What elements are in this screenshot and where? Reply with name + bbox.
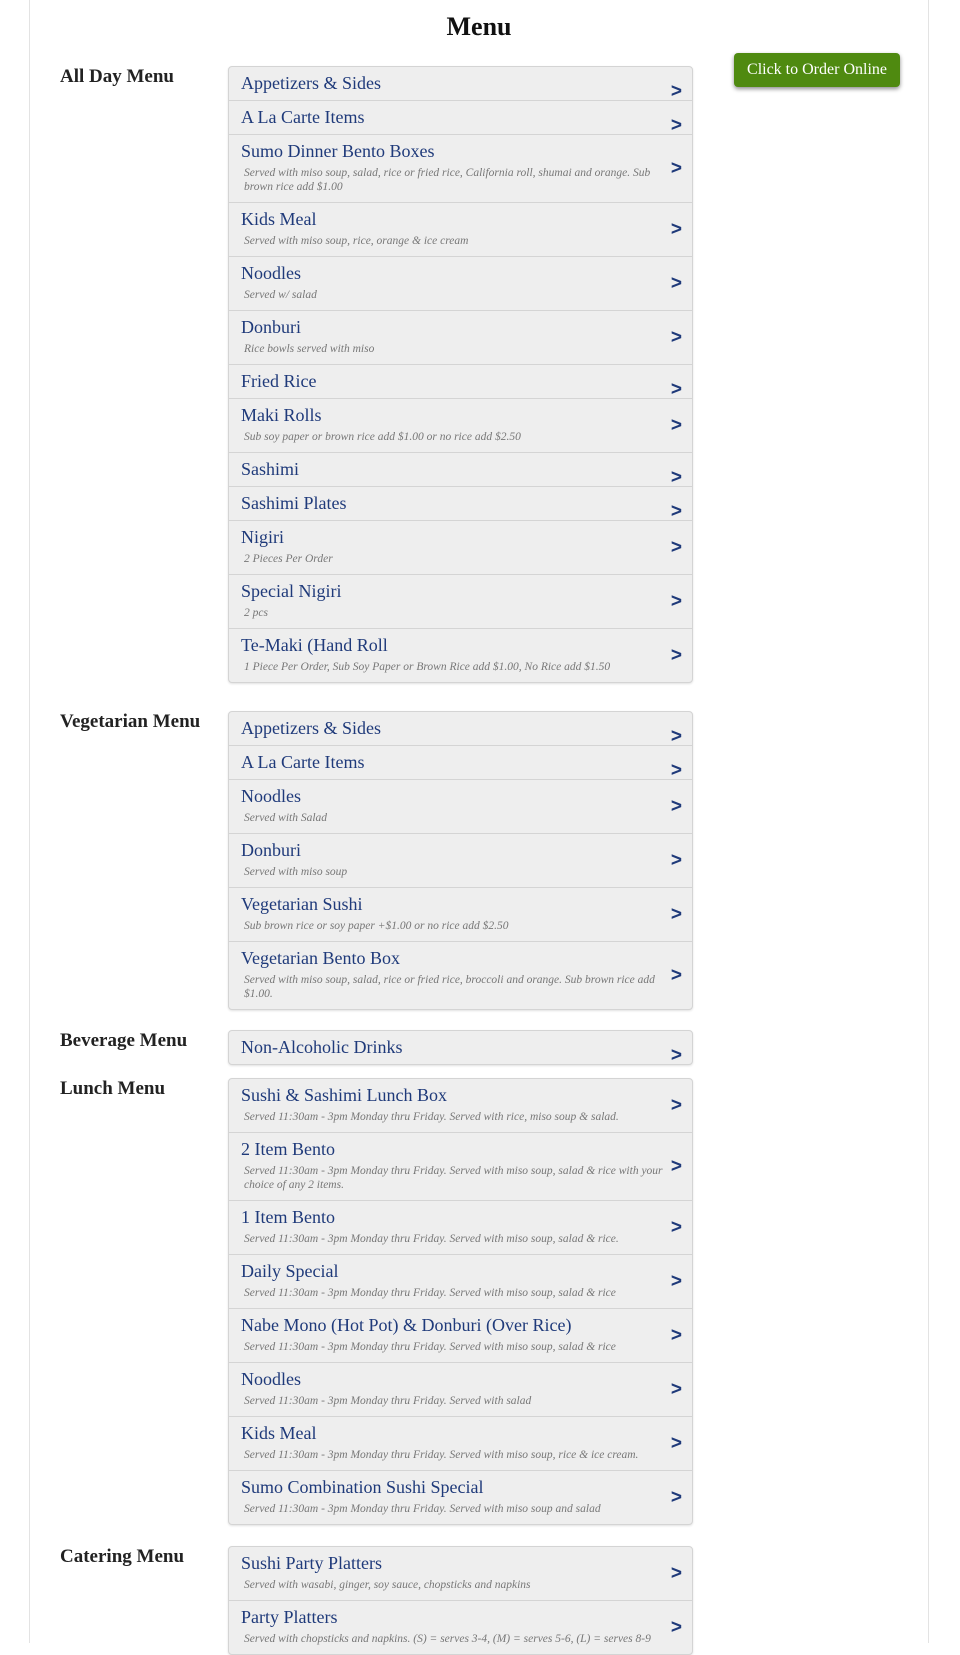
menu-item-description: Served 11:30am - 3pm Monday thru Friday. Served with rice, miso soup & salad. <box>244 1111 619 1123</box>
menu-item-nabe-mono-hot-pot-donburi-over-rice[interactable] <box>229 1309 692 1363</box>
chevron-right-icon: > <box>670 760 682 781</box>
section-label-lunch-menu: Lunch Menu <box>60 1078 166 1099</box>
menu-item-maki-rolls[interactable] <box>229 399 692 453</box>
section-label-vegetarian-menu: Vegetarian Menu <box>60 711 201 732</box>
chevron-right-icon: > <box>670 467 682 488</box>
chevron-right-icon: > <box>670 849 682 871</box>
chevron-right-icon: > <box>670 1324 682 1346</box>
menu-item-daily-special[interactable] <box>229 1255 692 1309</box>
menu-item-a-la-carte-items[interactable] <box>229 101 692 135</box>
menu-item-description: Sub brown rice or soy paper +$1.00 or no rice add $2.50 <box>244 920 509 932</box>
menu-list-all-day-menu <box>228 66 693 683</box>
menu-item-description: Served 11:30am - 3pm Monday thru Friday. Served with miso soup, salad & rice with your choice of any 2 items. <box>244 1165 663 1191</box>
chevron-right-icon: > <box>670 1155 682 1177</box>
chevron-right-icon: > <box>670 379 682 400</box>
menu-item-title: Noodles <box>241 1369 301 1389</box>
menu-item-kids-meal[interactable] <box>229 1417 692 1471</box>
menu-item-sushi-sashimi-lunch-box[interactable] <box>229 1079 692 1133</box>
chevron-right-icon: > <box>670 964 682 986</box>
menu-item-title: Sumo Combination Sushi Special <box>241 1477 484 1497</box>
menu-item-title: Vegetarian Sushi <box>241 894 363 914</box>
menu-item-title: Appetizers & Sides <box>241 73 381 93</box>
menu-item-description: 2 Pieces Per Order <box>244 553 333 565</box>
menu-item-party-platters[interactable] <box>229 1601 692 1654</box>
menu-item-title: 1 Item Bento <box>241 1207 335 1227</box>
menu-item-title: Donburi <box>241 317 301 337</box>
menu-item-title: Kids Meal <box>241 1423 317 1443</box>
menu-item-title: Daily Special <box>241 1261 339 1281</box>
menu-item-title: Noodles <box>241 263 301 283</box>
page-title: Menu <box>446 12 512 41</box>
chevron-right-icon: > <box>670 272 682 294</box>
menu-item-non-alcoholic-drinks[interactable] <box>229 1031 692 1064</box>
menu-item-description: Served 11:30am - 3pm Monday thru Friday. Served with miso soup, salad & rice <box>244 1287 616 1299</box>
menu-item-description: Served with miso soup <box>244 866 348 878</box>
menu-list-lunch-menu <box>228 1078 693 1525</box>
menu-item-description: 2 pcs <box>244 607 268 619</box>
menu-item-title: 2 Item Bento <box>241 1139 335 1159</box>
chevron-right-icon: > <box>670 414 682 436</box>
menu-item-sashimi-plates[interactable] <box>229 487 692 521</box>
menu-item-description: Served with wasabi, ginger, soy sauce, chopsticks and napkins <box>244 1579 531 1591</box>
menu-item-donburi[interactable] <box>229 311 692 365</box>
menu-item-description: Served with Salad <box>244 812 328 824</box>
menu-item-special-nigiri[interactable] <box>229 575 692 629</box>
menu-item-description: Served with miso soup, salad, rice or fried rice, broccoli and orange. Sub brown rice add $1.00. <box>244 974 655 1000</box>
menu-list-beverage-menu <box>228 1030 693 1065</box>
menu-item-title: Non-Alcoholic Drinks <box>241 1037 403 1057</box>
menu-item-sashimi[interactable] <box>229 453 692 487</box>
menu-item-fried-rice[interactable] <box>229 365 692 399</box>
menu-item-description: 1 Piece Per Order, Sub Soy Paper or Brown Rice add $1.00, No Rice add $1.50 <box>244 661 611 673</box>
menu-item-title: Noodles <box>241 786 301 806</box>
menu-item-description: Served 11:30am - 3pm Monday thru Friday. Served with miso soup and salad <box>244 1503 601 1515</box>
menu-item-title: Sushi & Sashimi Lunch Box <box>241 1085 448 1105</box>
menu-item-2-item-bento[interactable] <box>229 1133 692 1201</box>
menu-item-description: Served 11:30am - 3pm Monday thru Friday. Served with miso soup, rice & ice cream. <box>244 1449 639 1461</box>
menu-item-a-la-carte-items[interactable] <box>229 746 692 780</box>
menu-item-title: Sashimi <box>241 459 300 479</box>
chevron-right-icon: > <box>670 157 682 179</box>
menu-item-appetizers-sides[interactable] <box>229 67 692 101</box>
menu-item-description: Served 11:30am - 3pm Monday thru Friday. Served with miso soup, salad & rice. <box>244 1233 619 1245</box>
menu-item-vegetarian-sushi[interactable] <box>229 888 692 942</box>
menu-item-te-maki-hand-roll[interactable] <box>229 629 692 682</box>
menu-item-title: Special Nigiri <box>241 581 342 601</box>
menu-item-title: A La Carte Items <box>241 107 365 127</box>
chevron-right-icon: > <box>670 501 682 522</box>
menu-item-description: Served with miso soup, rice, orange & ice cream <box>244 235 469 247</box>
chevron-right-icon: > <box>670 81 682 102</box>
menu-item-noodles[interactable] <box>229 1363 692 1417</box>
menu-item-title: Sumo Dinner Bento Boxes <box>241 141 435 161</box>
menu-item-title: Nigiri <box>241 527 284 547</box>
section-label-catering-menu: Catering Menu <box>60 1546 185 1567</box>
chevron-right-icon: > <box>670 1486 682 1508</box>
menu-item-title: Appetizers & Sides <box>241 718 381 738</box>
menu-item-title: Kids Meal <box>241 209 317 229</box>
menu-item-title: Sashimi Plates <box>241 493 347 513</box>
chevron-right-icon: > <box>670 536 682 558</box>
chevron-right-icon: > <box>670 903 682 925</box>
menu-item-description: Served with miso soup, salad, rice or fried rice, California roll, shumai and orange. Sub brown rice add $1.00 <box>244 167 651 193</box>
menu-page <box>29 0 929 1643</box>
menu-item-title: Maki Rolls <box>241 405 322 425</box>
chevron-right-icon: > <box>670 1432 682 1454</box>
chevron-right-icon: > <box>670 726 682 747</box>
menu-item-description: Served with chopsticks and napkins. (S) = serves 3-4, (M) = serves 5-6, (L) = serves 8-9 <box>244 1633 651 1645</box>
menu-item-title: Te-Maki (Hand Roll <box>241 635 388 655</box>
menu-item-title: Vegetarian Bento Box <box>241 948 400 968</box>
menu-item-vegetarian-bento-box[interactable] <box>229 942 692 1009</box>
chevron-right-icon: > <box>670 1216 682 1238</box>
chevron-right-icon: > <box>670 1270 682 1292</box>
menu-item-kids-meal[interactable] <box>229 203 692 257</box>
menu-item-sumo-dinner-bento-boxes[interactable] <box>229 135 692 203</box>
chevron-right-icon: > <box>670 1094 682 1116</box>
menu-item-donburi[interactable] <box>229 834 692 888</box>
menu-item-title: Sushi Party Platters <box>241 1553 383 1573</box>
chevron-right-icon: > <box>670 590 682 612</box>
chevron-right-icon: > <box>670 326 682 348</box>
menu-item-sumo-combination-sushi-special[interactable] <box>229 1471 692 1524</box>
chevron-right-icon: > <box>670 115 682 136</box>
chevron-right-icon: > <box>670 795 682 817</box>
menu-item-title: Fried Rice <box>241 371 317 391</box>
menu-list-catering-menu <box>228 1546 693 1655</box>
menu-item-description: Sub soy paper or brown rice add $1.00 or no rice add $2.50 <box>244 431 521 443</box>
menu-item-nigiri[interactable] <box>229 521 692 575</box>
menu-item-description: Rice bowls served with miso <box>244 343 375 355</box>
menu-item-description: Served 11:30am - 3pm Monday thru Friday. Served with miso soup, salad & rice <box>244 1341 616 1353</box>
chevron-right-icon: > <box>670 218 682 240</box>
section-label-beverage-menu: Beverage Menu <box>60 1030 188 1051</box>
chevron-right-icon: > <box>670 1562 682 1584</box>
chevron-right-icon: > <box>670 1378 682 1400</box>
chevron-right-icon: > <box>670 644 682 666</box>
order-online-button[interactable]: Click to Order Online <box>734 53 900 87</box>
menu-item-title: Party Platters <box>241 1607 338 1627</box>
menu-item-title: Nabe Mono (Hot Pot) & Donburi (Over Rice) <box>241 1315 572 1335</box>
menu-item-noodles[interactable] <box>229 257 692 311</box>
menu-item-title: A La Carte Items <box>241 752 365 772</box>
menu-list-vegetarian-menu <box>228 711 693 1010</box>
menu-item-sushi-party-platters[interactable] <box>229 1547 692 1601</box>
menu-item-1-item-bento[interactable] <box>229 1201 692 1255</box>
menu-item-description: Served w/ salad <box>244 289 317 301</box>
menu-item-description: Served 11:30am - 3pm Monday thru Friday. Served with salad <box>244 1395 532 1407</box>
menu-item-noodles[interactable] <box>229 780 692 834</box>
chevron-right-icon: > <box>670 1045 682 1065</box>
section-label-all-day-menu: All Day Menu <box>60 66 174 87</box>
menu-item-title: Donburi <box>241 840 301 860</box>
menu-item-appetizers-sides[interactable] <box>229 712 692 746</box>
chevron-right-icon: > <box>670 1616 682 1638</box>
